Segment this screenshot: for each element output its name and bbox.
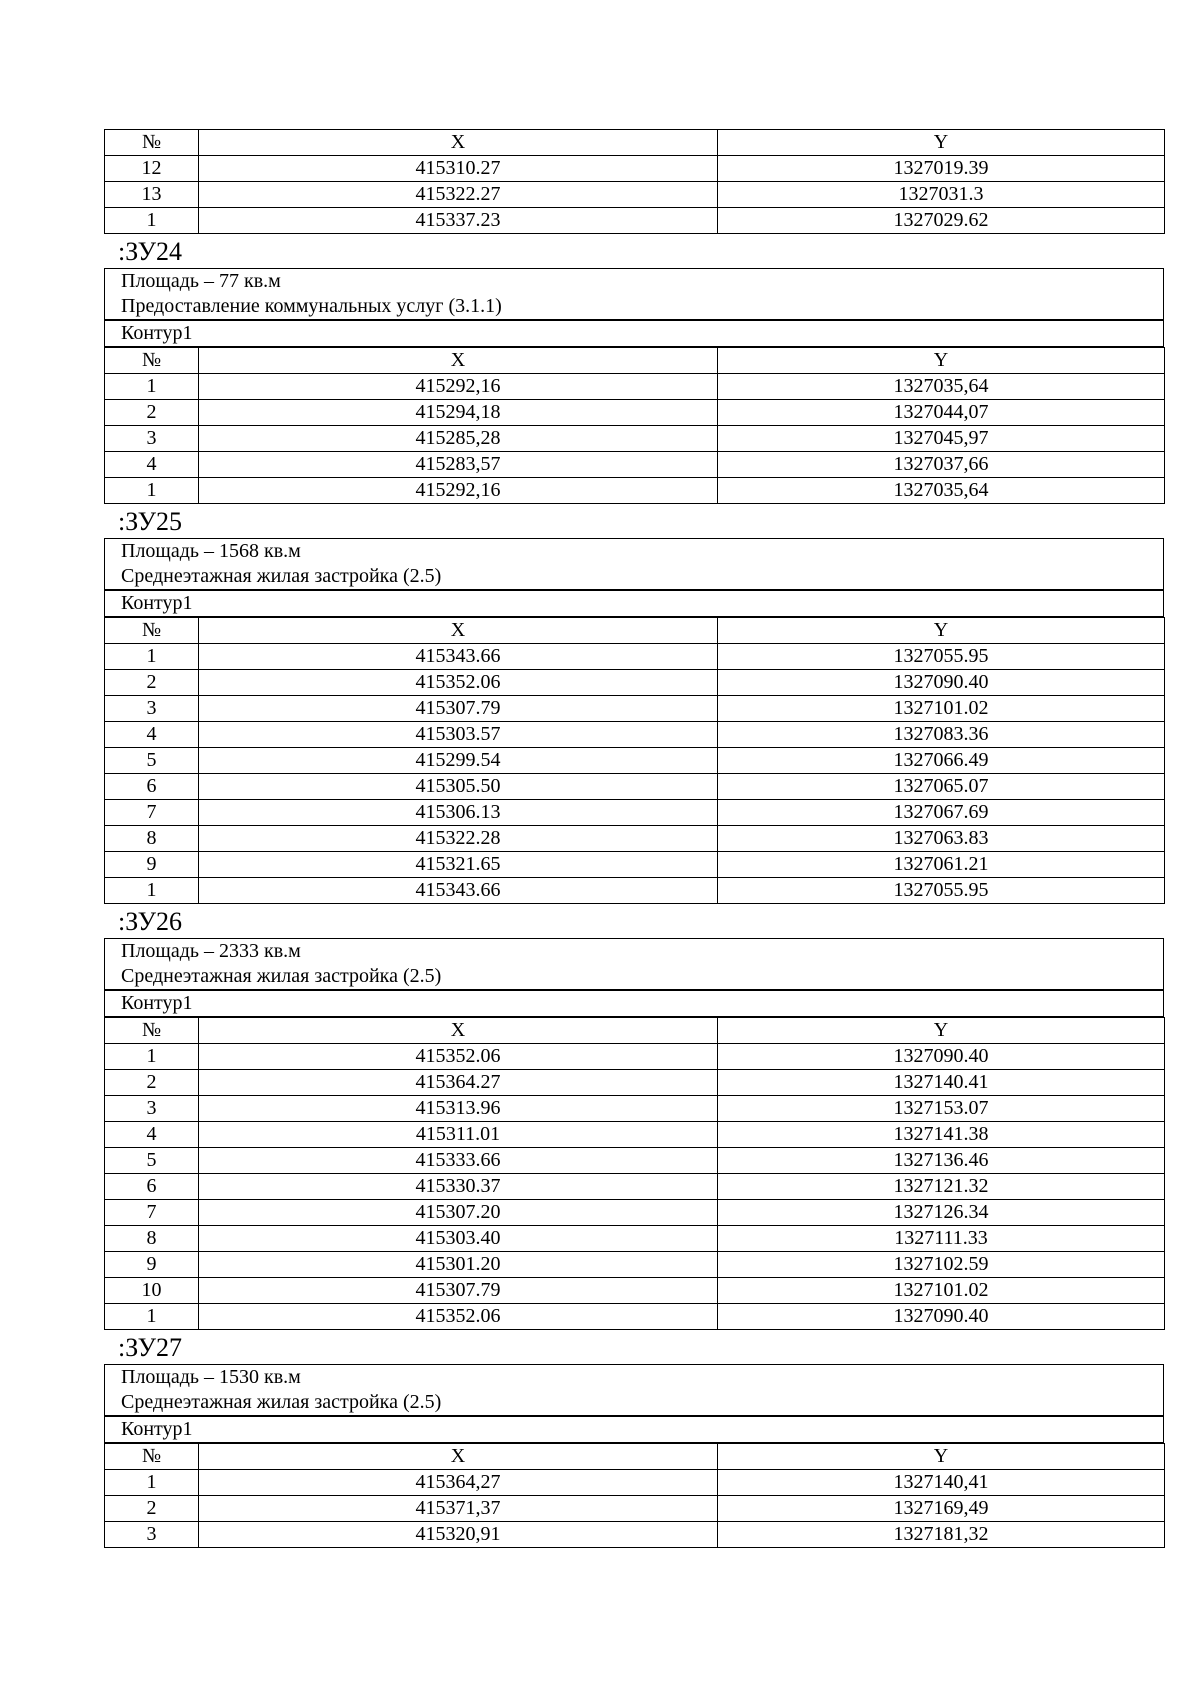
table-row (105, 400, 1165, 426)
coordinate-x: 415322.28 (199, 826, 718, 852)
coordinate-x: 415303.57 (199, 722, 718, 748)
column-header-number: № (105, 348, 199, 374)
coordinate-y: 1327121.32 (718, 1174, 1165, 1200)
parcel-permitted-use: Среднеэтажная жилая застройка (2.5) (105, 564, 1164, 590)
point-number: 9 (105, 852, 199, 878)
point-number: 1 (105, 208, 199, 234)
header-row (105, 348, 1165, 374)
table-row (105, 426, 1165, 452)
coordinate-y: 1327140,41 (718, 1470, 1165, 1496)
table-row (105, 696, 1165, 722)
use-row (105, 294, 1164, 320)
coordinate-x: 415352.06 (199, 1044, 718, 1070)
table-row (105, 852, 1165, 878)
contour-table (104, 590, 1164, 617)
coordinate-x: 415320,91 (199, 1522, 718, 1548)
column-header-number: № (105, 130, 199, 156)
contour-table (104, 1416, 1164, 1443)
point-number: 5 (105, 1148, 199, 1174)
table-row (105, 1470, 1165, 1496)
coordinate-x: 415283,57 (199, 452, 718, 478)
coordinate-y: 1327035,64 (718, 374, 1165, 400)
coordinate-y: 1327035,64 (718, 478, 1165, 504)
coordinate-x: 415294,18 (199, 400, 718, 426)
table-row (105, 826, 1165, 852)
table-row (105, 1252, 1165, 1278)
contour-label: Контур1 (105, 991, 1164, 1017)
column-header-x: X (199, 618, 718, 644)
table-row (105, 208, 1165, 234)
coordinate-x: 415330.37 (199, 1174, 718, 1200)
parcel-area: Площадь – 1530 кв.м (105, 1365, 1164, 1391)
coordinate-y: 1327090.40 (718, 1044, 1165, 1070)
point-number: 13 (105, 182, 199, 208)
parcel-section (104, 904, 1164, 1330)
parcel-section (104, 1330, 1164, 1548)
table-row (105, 452, 1165, 478)
use-row (105, 964, 1164, 990)
area-row (105, 939, 1164, 965)
coordinate-y: 1327083.36 (718, 722, 1165, 748)
point-number: 10 (105, 1278, 199, 1304)
contour-label: Контур1 (105, 591, 1164, 617)
area-row (105, 1365, 1164, 1391)
table-row (105, 478, 1165, 504)
coordinate-x: 415371,37 (199, 1496, 718, 1522)
coordinate-x: 415307.79 (199, 1278, 718, 1304)
header-row (105, 1444, 1165, 1470)
point-number: 8 (105, 1226, 199, 1252)
coordinate-x: 415307.20 (199, 1200, 718, 1226)
coordinate-x: 415364,27 (199, 1470, 718, 1496)
table-row (105, 1174, 1165, 1200)
coordinate-table (104, 1443, 1165, 1548)
parcel-permitted-use: Предоставление коммунальных услуг (3.1.1) (105, 294, 1164, 320)
coordinate-y: 1327102.59 (718, 1252, 1165, 1278)
point-number: 4 (105, 722, 199, 748)
column-header-number: № (105, 1444, 199, 1470)
contour-label: Контур1 (105, 321, 1164, 347)
table-row (105, 1200, 1165, 1226)
column-header-y: Y (718, 618, 1165, 644)
coordinate-y: 1327029.62 (718, 208, 1165, 234)
contour-row (105, 1417, 1164, 1443)
parcel-title: :ЗУ25 (118, 507, 183, 536)
column-header-y: Y (718, 1018, 1165, 1044)
coordinate-x: 415352.06 (199, 670, 718, 696)
parcel-area: Площадь – 77 кв.м (105, 269, 1164, 295)
point-number: 3 (105, 426, 199, 452)
coordinate-x: 415292,16 (199, 478, 718, 504)
parcel-title: :ЗУ26 (118, 907, 183, 936)
coordinate-y: 1327101.02 (718, 696, 1165, 722)
table-row (105, 1278, 1165, 1304)
coordinate-x: 415333.66 (199, 1148, 718, 1174)
coordinate-x: 415292,16 (199, 374, 718, 400)
point-number: 4 (105, 1122, 199, 1148)
contour-table (104, 320, 1164, 347)
contour-table (104, 990, 1164, 1017)
coordinate-x: 415305.50 (199, 774, 718, 800)
column-header-x: X (199, 130, 718, 156)
parcel-info-table (104, 538, 1164, 590)
contour-row (105, 591, 1164, 617)
column-header-y: Y (718, 130, 1165, 156)
table-row (105, 1148, 1165, 1174)
table-row (105, 800, 1165, 826)
point-number: 1 (105, 374, 199, 400)
coordinate-y: 1327019.39 (718, 156, 1165, 182)
coordinate-y: 1327055.95 (718, 878, 1165, 904)
use-row (105, 564, 1164, 590)
coordinate-table (104, 1017, 1165, 1330)
column-header-y: Y (718, 348, 1165, 374)
contour-row (105, 321, 1164, 347)
table-row (105, 1070, 1165, 1096)
point-number: 12 (105, 156, 199, 182)
coordinate-y: 1327136.46 (718, 1148, 1165, 1174)
coordinate-x: 415307.79 (199, 696, 718, 722)
table-row (105, 774, 1165, 800)
column-header-x: X (199, 1018, 718, 1044)
parcel-permitted-use: Среднеэтажная жилая застройка (2.5) (105, 964, 1164, 990)
coordinate-y: 1327111.33 (718, 1226, 1165, 1252)
header-row (105, 618, 1165, 644)
table-row (105, 1122, 1165, 1148)
coordinate-y: 1327044,07 (718, 400, 1165, 426)
parcel-info-table (104, 268, 1164, 320)
table-row (105, 1096, 1165, 1122)
point-number: 2 (105, 1496, 199, 1522)
coordinate-x: 415310.27 (199, 156, 718, 182)
coordinate-y: 1327090.40 (718, 670, 1165, 696)
table-row (105, 878, 1165, 904)
use-row (105, 1390, 1164, 1416)
point-number: 7 (105, 1200, 199, 1226)
coordinate-y: 1327140.41 (718, 1070, 1165, 1096)
coordinate-x: 415343.66 (199, 878, 718, 904)
table-row (105, 748, 1165, 774)
point-number: 5 (105, 748, 199, 774)
parcel-permitted-use: Среднеэтажная жилая застройка (2.5) (105, 1390, 1164, 1416)
column-header-x: X (199, 1444, 718, 1470)
point-number: 4 (105, 452, 199, 478)
parcel-title: :ЗУ27 (118, 1333, 183, 1362)
table-row (105, 374, 1165, 400)
coordinate-x: 415299.54 (199, 748, 718, 774)
point-number: 6 (105, 774, 199, 800)
parcel-section (104, 504, 1164, 904)
table-row (105, 670, 1165, 696)
point-number: 3 (105, 696, 199, 722)
coordinate-y: 1327065.07 (718, 774, 1165, 800)
parcel-area: Площадь – 1568 кв.м (105, 539, 1164, 565)
coordinate-y: 1327037,66 (718, 452, 1165, 478)
point-number: 2 (105, 670, 199, 696)
parcel-title: :ЗУ24 (118, 237, 183, 266)
coordinate-y: 1327141.38 (718, 1122, 1165, 1148)
coordinate-x: 415337.23 (199, 208, 718, 234)
area-row (105, 269, 1164, 295)
parcel-area: Площадь – 2333 кв.м (105, 939, 1164, 965)
column-header-y: Y (718, 1444, 1165, 1470)
coordinate-y: 1327055.95 (718, 644, 1165, 670)
coordinate-y: 1327063.83 (718, 826, 1165, 852)
coordinate-y: 1327153.07 (718, 1096, 1165, 1122)
coordinate-table (104, 617, 1165, 904)
coordinate-x: 415322.27 (199, 182, 718, 208)
table-row (105, 722, 1165, 748)
contour-label: Контур1 (105, 1417, 1164, 1443)
coordinate-y: 1327031.3 (718, 182, 1165, 208)
table-row (105, 182, 1165, 208)
coordinate-y: 1327090.40 (718, 1304, 1165, 1330)
point-number: 6 (105, 1174, 199, 1200)
coordinate-y: 1327066.49 (718, 748, 1165, 774)
coordinate-table (104, 347, 1165, 504)
coordinate-y: 1327061.21 (718, 852, 1165, 878)
coordinate-y: 1327067.69 (718, 800, 1165, 826)
coordinate-x: 415301.20 (199, 1252, 718, 1278)
parcel-section (104, 234, 1164, 504)
point-number: 7 (105, 800, 199, 826)
coordinate-x: 415321.65 (199, 852, 718, 878)
header-row (105, 130, 1165, 156)
table-row (105, 644, 1165, 670)
coordinate-y: 1327126.34 (718, 1200, 1165, 1226)
document-page (104, 129, 1164, 1548)
table-row (105, 156, 1165, 182)
point-number: 3 (105, 1096, 199, 1122)
coordinate-x: 415364.27 (199, 1070, 718, 1096)
coordinate-x: 415303.40 (199, 1226, 718, 1252)
column-header-number: № (105, 1018, 199, 1044)
coordinate-x: 415352.06 (199, 1304, 718, 1330)
column-header-x: X (199, 348, 718, 374)
column-header-number: № (105, 618, 199, 644)
point-number: 2 (105, 1070, 199, 1096)
contour-row (105, 991, 1164, 1017)
coordinate-x: 415313.96 (199, 1096, 718, 1122)
point-number: 2 (105, 400, 199, 426)
parcel-info-table (104, 1364, 1164, 1416)
point-number: 1 (105, 1470, 199, 1496)
point-number: 1 (105, 644, 199, 670)
point-number: 1 (105, 478, 199, 504)
table-row (105, 1044, 1165, 1070)
coordinate-y: 1327045,97 (718, 426, 1165, 452)
coordinate-x: 415285,28 (199, 426, 718, 452)
area-row (105, 539, 1164, 565)
point-number: 1 (105, 1304, 199, 1330)
point-number: 1 (105, 1044, 199, 1070)
point-number: 1 (105, 878, 199, 904)
parcel-info-table (104, 938, 1164, 990)
coordinate-y: 1327181,32 (718, 1522, 1165, 1548)
coordinate-y: 1327169,49 (718, 1496, 1165, 1522)
coordinate-x: 415311.01 (199, 1122, 718, 1148)
table-row (105, 1522, 1165, 1548)
point-number: 3 (105, 1522, 199, 1548)
coordinate-x: 415343.66 (199, 644, 718, 670)
point-number: 8 (105, 826, 199, 852)
table-row (105, 1226, 1165, 1252)
header-row (105, 1018, 1165, 1044)
table-row (105, 1496, 1165, 1522)
table-row (105, 1304, 1165, 1330)
coordinate-table-continued (104, 129, 1165, 234)
point-number: 9 (105, 1252, 199, 1278)
coordinate-x: 415306.13 (199, 800, 718, 826)
coordinate-y: 1327101.02 (718, 1278, 1165, 1304)
